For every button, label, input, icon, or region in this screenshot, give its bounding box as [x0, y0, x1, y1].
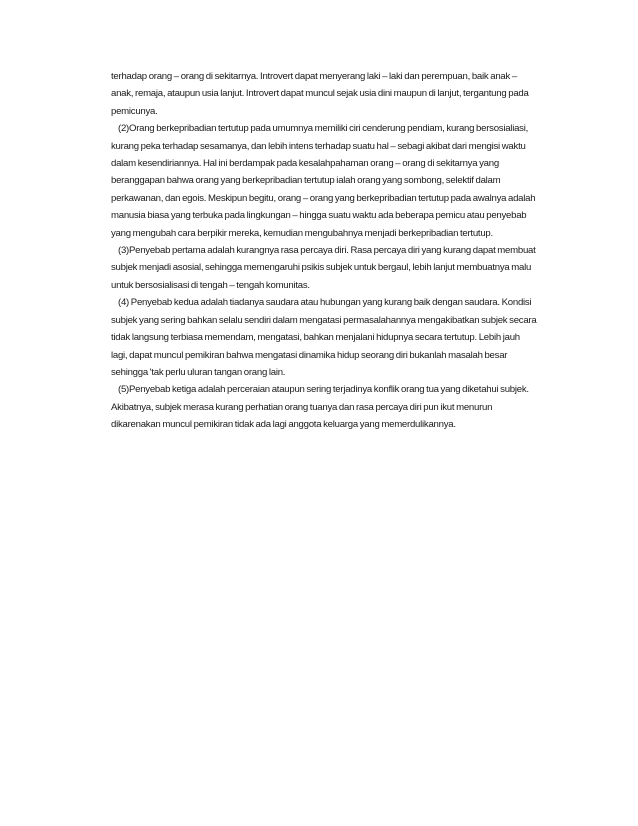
- text-line: pemicunya.: [111, 105, 158, 117]
- text-line: subjek yang sering bahkan selalu sendiri dalam mengatasi permasalahannya mengakibatkan subjek secara: [111, 314, 537, 326]
- text-line: tidak langsung terbiasa memendam, mengatasi, bahkan menjalani hidupnya secara tertutup. Lebih jauh: [111, 332, 520, 344]
- body-text: [111, 68, 581, 434]
- text-line: (4) Penyebab kedua adalah tiadanya saudara atau hubungan yang kurang baik dengan saudara. Kondisi: [118, 297, 532, 309]
- paragraph-4: [111, 294, 581, 381]
- text-line: manusia biasa yang terbuka pada lingkungan – hingga suatu waktu ada beberapa pemicu atau penyebab: [111, 210, 527, 222]
- paragraph-3: [111, 242, 581, 294]
- paragraph-5: [111, 381, 581, 433]
- text-line: kurang peka terhadap sesamanya, dan lebih intens terhadap suatu hal – sebagi akibat dari mengisi waktu: [111, 140, 526, 152]
- text-line: anak, remaja, ataupun usia lanjut. Introvert dapat muncul sejak usia dini maupun di lanjut, tergantung pada: [111, 88, 529, 100]
- text-line: sehingga 'tak perlu uluran tangan orang lain.: [111, 366, 286, 378]
- text-line: dikarenakan muncul pemikiran tidak ada lagi anggota keluarga yang memerdulikannya.: [111, 419, 456, 431]
- text-line: terhadap orang – orang di sekitarnya. Introvert dapat menyerang laki – laki dan perempuan, baik anak –: [111, 71, 517, 82]
- text-line: yang mengubah cara berpikir mereka, kemudian mengubahnya menjadi berkepribadian tertutup.: [111, 227, 493, 239]
- paragraph-1: [111, 68, 581, 120]
- text-line: subjek menjadi asosial, sehingga memengaruhi psikis subjek untuk bergaul, lebih lanjut membuatnya malu: [111, 262, 532, 274]
- text-line: Akibatnya, subjek merasa kurang perhatian orang tuanya dan rasa percaya diri pun ikut menurun: [111, 401, 493, 413]
- text-line: beranggapan bahwa orang yang berkepribadian tertutup ialah orang yang sombong, selektif dalam: [111, 175, 501, 187]
- text-line: (2)Orang berkepribadian tertutup pada umumnya memiliki ciri cenderung pendiam, kurang bersosialiasi,: [118, 123, 529, 135]
- text-line: perkawanan, dan egois. Meskipun begitu, orang – orang yang berkepribadian tertutup pada awalnya adalah: [111, 192, 536, 204]
- text-line: (3)Penyebab pertama adalah kurangnya rasa percaya diri. Rasa percaya diri yang kurang dapat membuat: [118, 245, 536, 257]
- text-line: lagi, dapat muncul pemikiran bahwa mengatasi dinamika hidup seorang diri bukanlah masalah besar: [111, 349, 508, 361]
- text-line: untuk bersosialisasi di tengah – tengah komunitas.: [111, 279, 310, 291]
- paragraph-2: [111, 120, 581, 242]
- text-line: (5)Penyebab ketiga adalah perceraian ataupun sering terjadinya konflik orang tua yang diketahui subjek.: [118, 384, 529, 396]
- text-line: dalam kesendiriannya. Hal ini berdampak pada kesalahpahaman orang – orang di sekitarnya yang: [111, 158, 499, 170]
